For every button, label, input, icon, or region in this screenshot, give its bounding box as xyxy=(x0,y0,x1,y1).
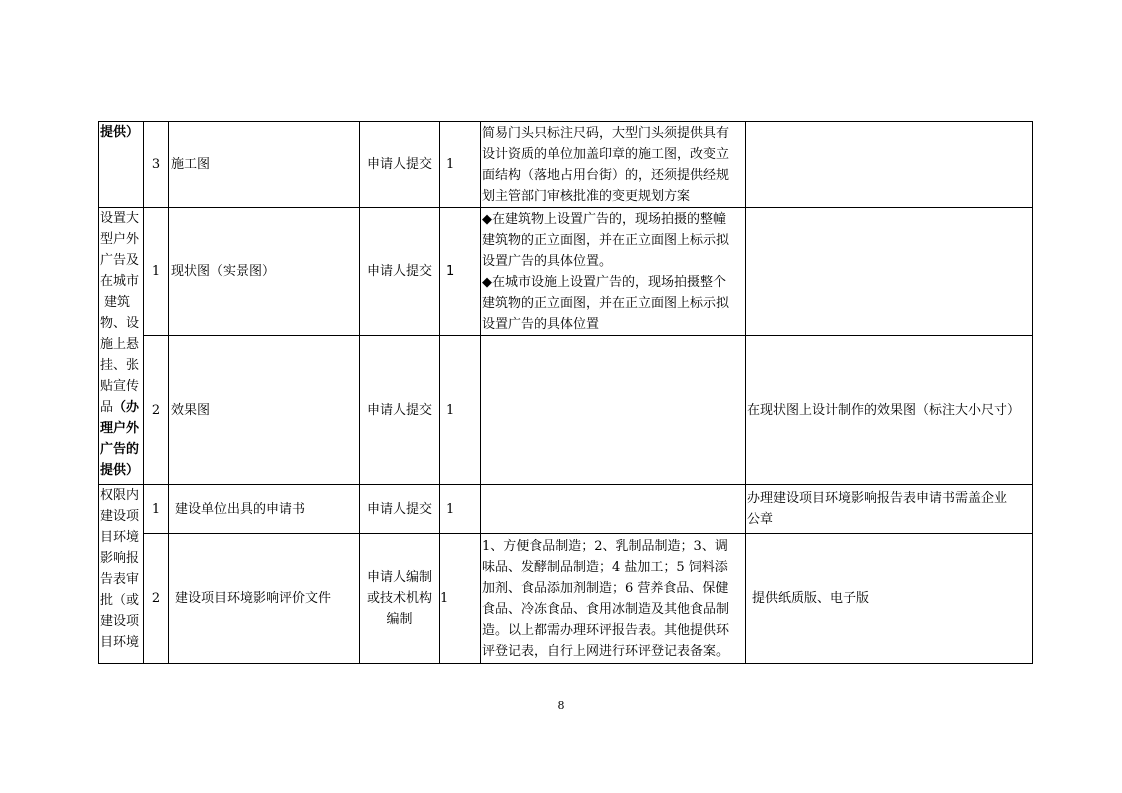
item-requirements xyxy=(481,534,746,664)
category-line: 目环境 xyxy=(100,635,140,650)
category-line: 贴宣传 xyxy=(100,379,140,394)
item-requirements xyxy=(481,208,746,336)
category-line: 广告的 xyxy=(100,442,140,457)
item-source: 申请人提交 xyxy=(360,336,440,485)
item-source: 申请人提交 xyxy=(360,208,440,336)
requirement-line: ◆在建筑物上设置广告的，现场拍摄的整幢 xyxy=(482,211,726,227)
source-line: 或技术机构 xyxy=(366,591,432,606)
item-requirements xyxy=(481,336,746,485)
item-requirements xyxy=(481,485,746,534)
category-line: 物、设 xyxy=(100,316,140,331)
item-name: 现状图（实景图） xyxy=(169,208,360,336)
item-requirements xyxy=(481,122,746,208)
item-name: 效果图 xyxy=(169,336,360,485)
requirement-line: 食品、冷冻食品、食用冰制造及其他食品制 xyxy=(482,601,730,617)
table-row xyxy=(99,208,1033,336)
requirement-line: 评登记表，自行上网进行环评登记表备案。 xyxy=(482,643,730,659)
category-bold: （办 xyxy=(113,400,140,415)
requirement-line: 设置广告的具体位置 xyxy=(482,316,600,332)
requirement-line: 设置广告的具体位置。 xyxy=(482,253,613,269)
source-line: 申请人编制 xyxy=(366,570,432,585)
category-line: 权限内 xyxy=(100,488,140,503)
category-line xyxy=(100,397,142,418)
category-line: 建设项 xyxy=(100,614,140,629)
category-line: 建设项 xyxy=(100,509,140,524)
category-line: 在城市 xyxy=(100,274,140,289)
item-count: 1 xyxy=(440,485,481,534)
category-line: 施上悬 xyxy=(100,337,140,352)
item-source: 申请人提交 xyxy=(360,122,440,208)
requirement-line: 建筑物的正立面图，并在正立面图上标示拟 xyxy=(482,232,730,248)
requirement-line: 设计资质的单位加盖印章的施工图，改变立 xyxy=(482,146,730,162)
item-source: 申请人提交 xyxy=(360,485,440,534)
category-line: 告表审 xyxy=(100,572,140,587)
item-number: 1 xyxy=(144,208,169,336)
category-line: 目环境 xyxy=(100,530,140,545)
item-note xyxy=(746,485,1033,534)
category-line: 挂、张 xyxy=(100,358,140,373)
requirement-line: 加剂、食品添加剂制造；6 营养食品、保健 xyxy=(482,580,729,596)
category-prefix: 品 xyxy=(100,400,114,415)
item-note xyxy=(746,208,1033,336)
category-label: 提供） xyxy=(100,125,140,140)
item-name: 建设单位出具的申请书 xyxy=(169,485,360,534)
requirement-line: 简易门头只标注尺码，大型门头须提供具有 xyxy=(482,125,730,141)
category-line: 理户外 xyxy=(100,421,140,436)
category-line: 提供） xyxy=(100,463,140,478)
table-row xyxy=(99,534,1033,664)
category-line: 设置大 xyxy=(100,211,140,226)
item-name: 建设项目环境影响评价文件 xyxy=(169,534,360,664)
category-line: 影响报 xyxy=(100,551,140,566)
source-line: 编制 xyxy=(386,612,413,627)
category-line: 批（或 xyxy=(100,593,140,608)
requirement-line: 1、方便食品制造；2、乳制品制造；3、调 xyxy=(482,538,728,554)
item-note: 在现状图上设计制作的效果图（标注大小尺寸） xyxy=(746,336,1033,485)
item-name: 施工图 xyxy=(169,122,360,208)
item-count: 1 xyxy=(440,122,481,208)
category-line: 型户外 xyxy=(100,232,140,247)
item-number: 3 xyxy=(144,122,169,208)
requirement-line: 建筑物的正立面图，并在正立面图上标示拟 xyxy=(482,295,730,311)
table-row xyxy=(99,336,1033,485)
item-note xyxy=(746,122,1033,208)
note-line: 办理建设项目环境影响报告表申请书需盖企业 xyxy=(747,491,1008,506)
category-line: 广告及 xyxy=(100,253,140,268)
requirement-line: 划主管部门审核批准的变更规划方案 xyxy=(482,188,691,204)
item-count: 1 xyxy=(440,534,481,664)
category-line: 建筑 xyxy=(104,295,131,310)
page-number: 8 xyxy=(557,699,565,712)
requirement-line: 造。以上都需办理环评报告表。其他提供环 xyxy=(482,622,730,638)
item-number: 2 xyxy=(144,534,169,664)
item-count: 1 xyxy=(440,336,481,485)
item-source xyxy=(360,534,440,664)
category-cell xyxy=(99,485,144,664)
materials-table xyxy=(98,121,1033,664)
note-line: 公章 xyxy=(747,512,774,527)
table-row xyxy=(99,485,1033,534)
category-cell xyxy=(99,122,144,208)
requirement-line: 面结构（落地占用台街）的，还须提供经规 xyxy=(482,167,730,183)
item-number: 2 xyxy=(144,336,169,485)
category-cell xyxy=(99,208,144,485)
item-number: 1 xyxy=(144,485,169,534)
item-count: 1 xyxy=(440,208,481,336)
requirement-line: 味品、发酵制品制造；4 盐加工；5 饲料添 xyxy=(482,559,728,575)
item-note: 提供纸质版、电子版 xyxy=(746,534,1033,664)
table-row xyxy=(99,122,1033,208)
requirement-line: ◆在城市设施上设置广告的，现场拍摄整个 xyxy=(482,274,726,290)
